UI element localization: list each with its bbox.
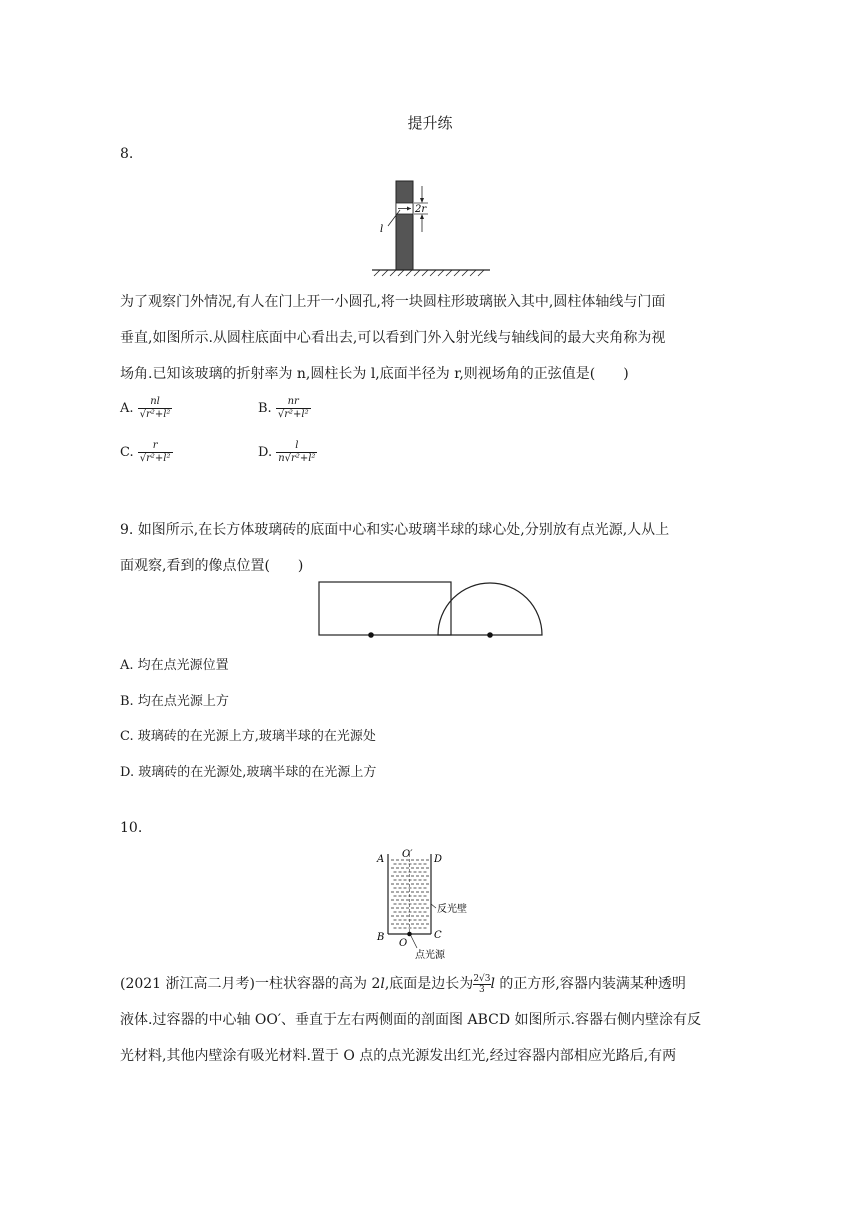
q10-label-o-prime: O′: [402, 849, 413, 860]
q8-option-a: A. $\frac{nl}{\text{√r²+l²}}$: [120, 396, 171, 420]
q8-option-d: D. $\frac{l}{\text{n√r²+l²}}$: [258, 440, 316, 464]
q10-text-line: 液体.过容器的中心轴 OO′、垂直于左右两侧面的剖面图 ABCD 如图所示.容器右侧内壁涂有反: [120, 1012, 701, 1028]
q8-text-line: 垂直,如图所示.从圆柱底面中心看出去,可以看到门外入射光线与轴线间的最大夹角称为视: [120, 330, 666, 346]
q8-option-b: B. $\frac{nr}{\text{√r²+l²}}$: [258, 396, 309, 420]
light-source-dot: [487, 632, 493, 638]
q8-label-2r: 2r: [415, 204, 427, 215]
q9-option-d: D. 玻璃砖的在光源处,玻璃半球的在光源上方: [120, 764, 377, 780]
q9-text-line: 9. 如图所示,在长方体玻璃砖的底面中心和实心玻璃半球的球心处,分别放有点光源,人从上: [120, 522, 670, 538]
q8-text-line: 为了观察门外情况,有人在门上开一小圆孔,将一块圆柱形玻璃嵌入其中,圆柱体轴线与门面: [120, 294, 666, 310]
q10-number: 10.: [120, 820, 143, 836]
q9-option-c: C. 玻璃砖的在光源上方,玻璃半球的在光源处: [120, 729, 376, 744]
q10-label-b: B: [377, 932, 385, 943]
q9-text-line: 面观察,看到的像点位置( ): [120, 558, 304, 574]
q10-label-a: A: [377, 854, 385, 865]
q10-label-source: 点光源: [415, 950, 445, 960]
q9-text: [120, 512, 740, 584]
section-title: 提升练: [407, 114, 453, 132]
q10-container-figure: [370, 848, 490, 960]
q8-number: 8.: [120, 146, 134, 162]
q10-label-d: D: [434, 854, 443, 865]
q8-door-figure: [360, 172, 500, 280]
q10-label-o: O: [399, 938, 408, 949]
q8-label-l: l: [380, 224, 384, 235]
light-source-dot: [368, 632, 374, 638]
q10-label-wall: 反光壁: [437, 904, 467, 915]
q10-text: [120, 966, 740, 1074]
q10-text-line: 光材料,其他内壁涂有吸光材料.置于 O 点的点光源发出红光,经过容器内部相应光路后,有两: [120, 1048, 677, 1064]
q9-figure: [316, 580, 548, 640]
q9-option-a: A. 均在点光源位置: [120, 658, 229, 673]
q10-text-line: (2021 浙江高二月考)一柱状容器的高为 2l,底面是边长为 $\frac{2√3}{3}$ l 的正方形,容器内装满某种透明: [120, 973, 686, 995]
q8-option-c: C. $\frac{r}{\text{√r²+l²}}$: [120, 440, 171, 464]
q9-option-b: B. 均在点光源上方: [120, 693, 229, 709]
q8-text-line: 场角.已知该玻璃的折射率为 n,圆柱长为 l,底面半径为 r,则视场角的正弦值是( ): [120, 366, 629, 382]
q10-label-c: C: [434, 930, 442, 941]
q9-options: [120, 648, 376, 790]
glass-brick: [319, 582, 451, 635]
glass-hemisphere: [438, 583, 542, 635]
q8-text: [120, 284, 740, 392]
